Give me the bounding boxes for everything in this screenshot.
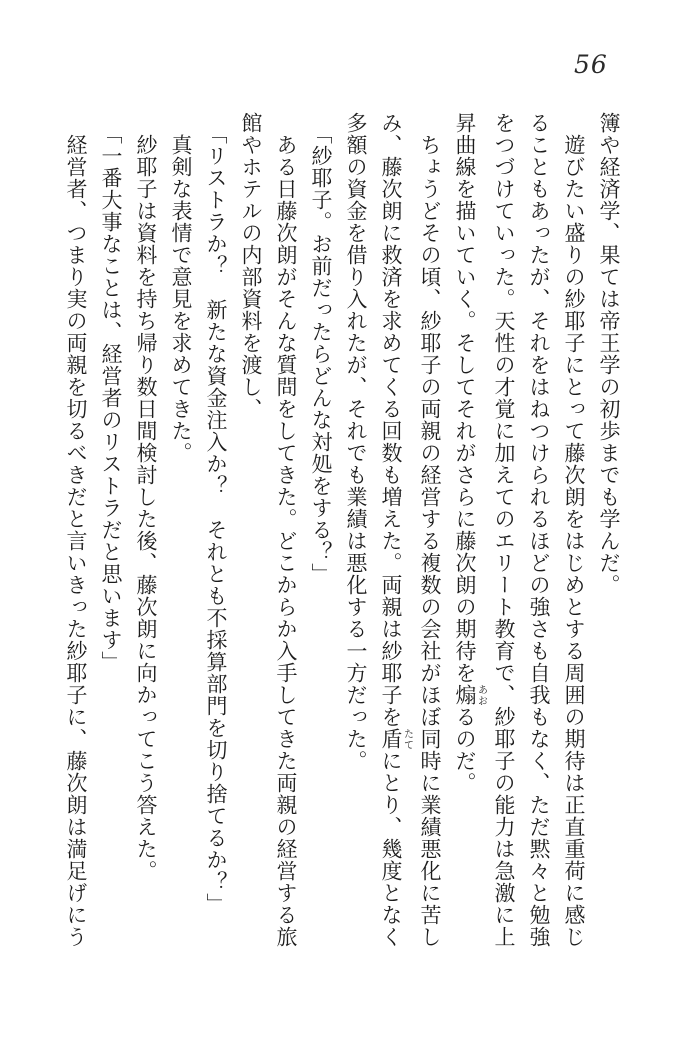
text-column: 「紗耶子。お前だったらどんな対処をする？」	[309, 123, 333, 585]
text-column: 遊びたい盛りの紗耶子にとって藤次朗をはじめとする周囲の期待は正直重荷に感じ	[562, 134, 586, 948]
text-column: ある日藤次朗がそんな質問をしてきた。どこからか入手してきた両親の経営する旅	[274, 134, 298, 948]
furigana-ruby: 煽あお	[453, 684, 487, 706]
text-column: 真剣な表情で意見を求めてきた。	[169, 134, 193, 464]
text-column: をつづけていった。天性の才覚に加えてのエリート教育で、紗耶子の能力は急激に上	[492, 112, 516, 948]
text-column: 「リストラか？ 新たな資金注入か？ それとも不採算部門を切り捨てるか？」	[204, 123, 228, 915]
text-column: 簿や経済学、果ては帝王学の初歩までも学んだ。	[597, 112, 621, 596]
text-block	[62, 112, 626, 992]
text-column: 紗耶子は資料を持ち帰り数日間検討した後、藤次朗に向かってこう答えた。	[134, 134, 158, 882]
text-column: ることもあったが、それをはねつけられるほどの強さも自我もなく、ただ黙々と勉強	[527, 112, 551, 948]
furigana-ruby: 盾たて	[379, 728, 413, 750]
text-column: 経営者、つまり実の両親を切るべきだと言いきった紗耶子に、藤次朗は満足げにう	[64, 134, 88, 948]
text-column: ちょうどその頃、紗耶子の両親の経営する複数の会社がほぼ同時に業績悪化に苦し	[418, 134, 442, 948]
text-column: 「一番大事なことは、経営者のリストラだと思います」	[99, 123, 123, 673]
text-column: 多額の資金を借り入れたが、それでも業績は悪化する一方だった。	[344, 112, 368, 772]
text-column: み、藤次朗に救済を求めてくる回数も増えた。両親は紗耶子を盾たてにとり、幾度となく	[379, 112, 413, 948]
text-column: 館やホテルの内部資料を渡し、	[239, 112, 263, 420]
text-column: 昇曲線を描いていく。そしてそれがさらに藤次朗の期待を煽あおるのだ。	[453, 112, 487, 794]
page-number: 56	[574, 50, 608, 79]
